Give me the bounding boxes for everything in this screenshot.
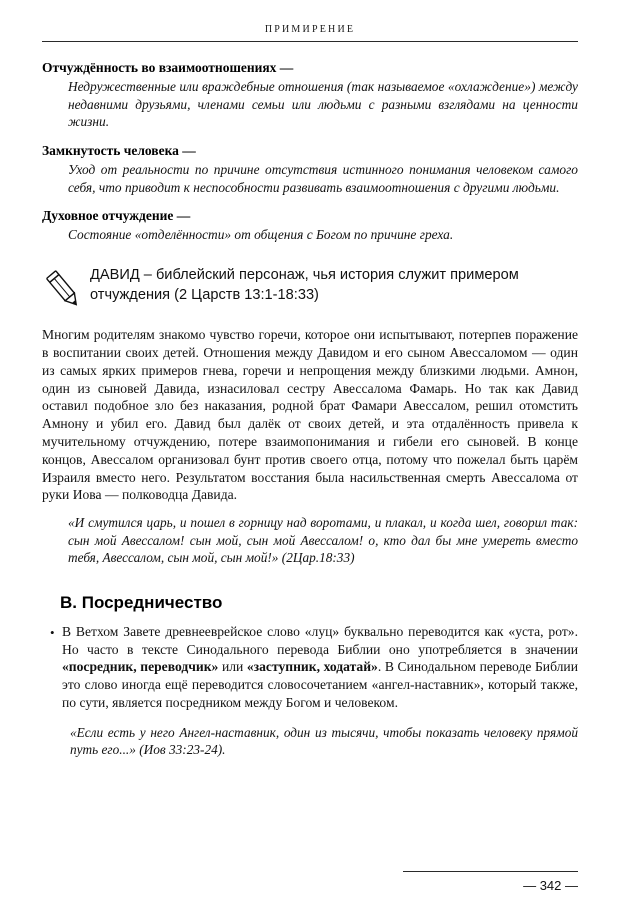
section-title: B. Посредничество: [60, 592, 223, 612]
bullet-part-3: . В Синодальном переводе Библии это слово иногда ещё переводится словосочетанием «ангел-наставник», который также, по сути, является посредником между Богом и человеком.: [62, 659, 578, 710]
closing-quote-text: «Если есть у него Ангел-наставник, один из тысячи, чтобы показать человеку прямой путь его...»: [70, 724, 578, 758]
term-definition: Состояние «отделённости» от общения с Богом по причине греха.: [68, 227, 454, 243]
list-item: [50, 623, 578, 712]
callout-text: ДАВИД – библейский персонаж, чья история служит примером отчуждения (2 Царств 13:1-18:33): [90, 267, 519, 303]
bullet-bold-2: «заступник, ходатай»: [246, 659, 378, 675]
pencil-icon: [42, 268, 86, 312]
running-head: ПРИМИРЕНИЕ: [264, 24, 356, 35]
list-item-text: [62, 623, 578, 712]
footer-divider: [403, 871, 578, 872]
scripture-quote-text: «И смутился царь, и пошел в горницу над воротами, и плакал, и когда шел, говорил так: сын мой Авессалом! сын мой, сын мой Авессалом! о, кто дал бы мне умереть вместо тебя, Авессалом, сын мой, сын мой!»: [68, 515, 578, 566]
scripture-quote-reference: (2Цар.18:33): [281, 550, 355, 566]
bullet-part-2: или: [218, 659, 247, 675]
closing-quote-reference: (Иов 33:23-24).: [139, 742, 226, 758]
term-definition: Недружественные или враждебные отношения (так называемое «охлаждение») между недавними друзьями, членами семьи или людьми с разными взглядами на ценности жизни.: [68, 79, 578, 130]
term-block: [42, 143, 578, 196]
page-number: — 342 —: [523, 878, 578, 893]
term-block: [42, 60, 578, 131]
header-divider: [42, 41, 578, 42]
scripture-quote: [68, 514, 578, 567]
page-footer: [0, 871, 620, 893]
term-title: Замкнутость человека —: [42, 143, 196, 159]
term-title: Духовное отчуждение —: [42, 208, 191, 224]
bullet-bold-1: «посредник, переводчик»: [62, 659, 219, 675]
term-definition: Уход от реальности по причине отсутствия истинного понимания человеком самого себя, что приводит к неспособности развивать взаимоотношения с другими людьми.: [68, 162, 578, 195]
callout-block: [42, 266, 578, 312]
term-block: [42, 208, 578, 244]
bullet-marker: •: [50, 624, 55, 640]
closing-quote: [70, 724, 578, 759]
bullet-part-1: В Ветхом Завете древнееврейское слово «луц» буквально переводится как «уста, рот». Но часто в тексте Синодального перевода Библии оно употребляется в значении: [62, 623, 578, 657]
main-paragraph: Многим родителям знакомо чувство горечи, которое они испытывают, потерпев поражение в воспитании своих детей. Отношения между Давидом и его сыном Авессаломом — один из самых ярких примеров гнева, горечи и непрощения между близкими людьми. Амнон, один из сыновей Давида, изнасиловал сестру Авессалома Фамарь. Но так как Давид оставил подобное зло без наказания, родной брат Фамари Авессалом, решил отомстить Амнону и убил его. Давид был далёк от своих детей, и эта отдалённость привела к мучительному отчуждению, потере взаимопонимания и гибели его сыновей. В конце концов, Авессалом организовал бунт против своего отца, потому что пожелал быть царём Израиля вместо него. Результатом восстания была насильственная смерть Авессалома от руки Иова — полководца Давида.: [42, 327, 578, 503]
term-title: Отчуждённость во взаимоотношениях —: [42, 60, 294, 75]
